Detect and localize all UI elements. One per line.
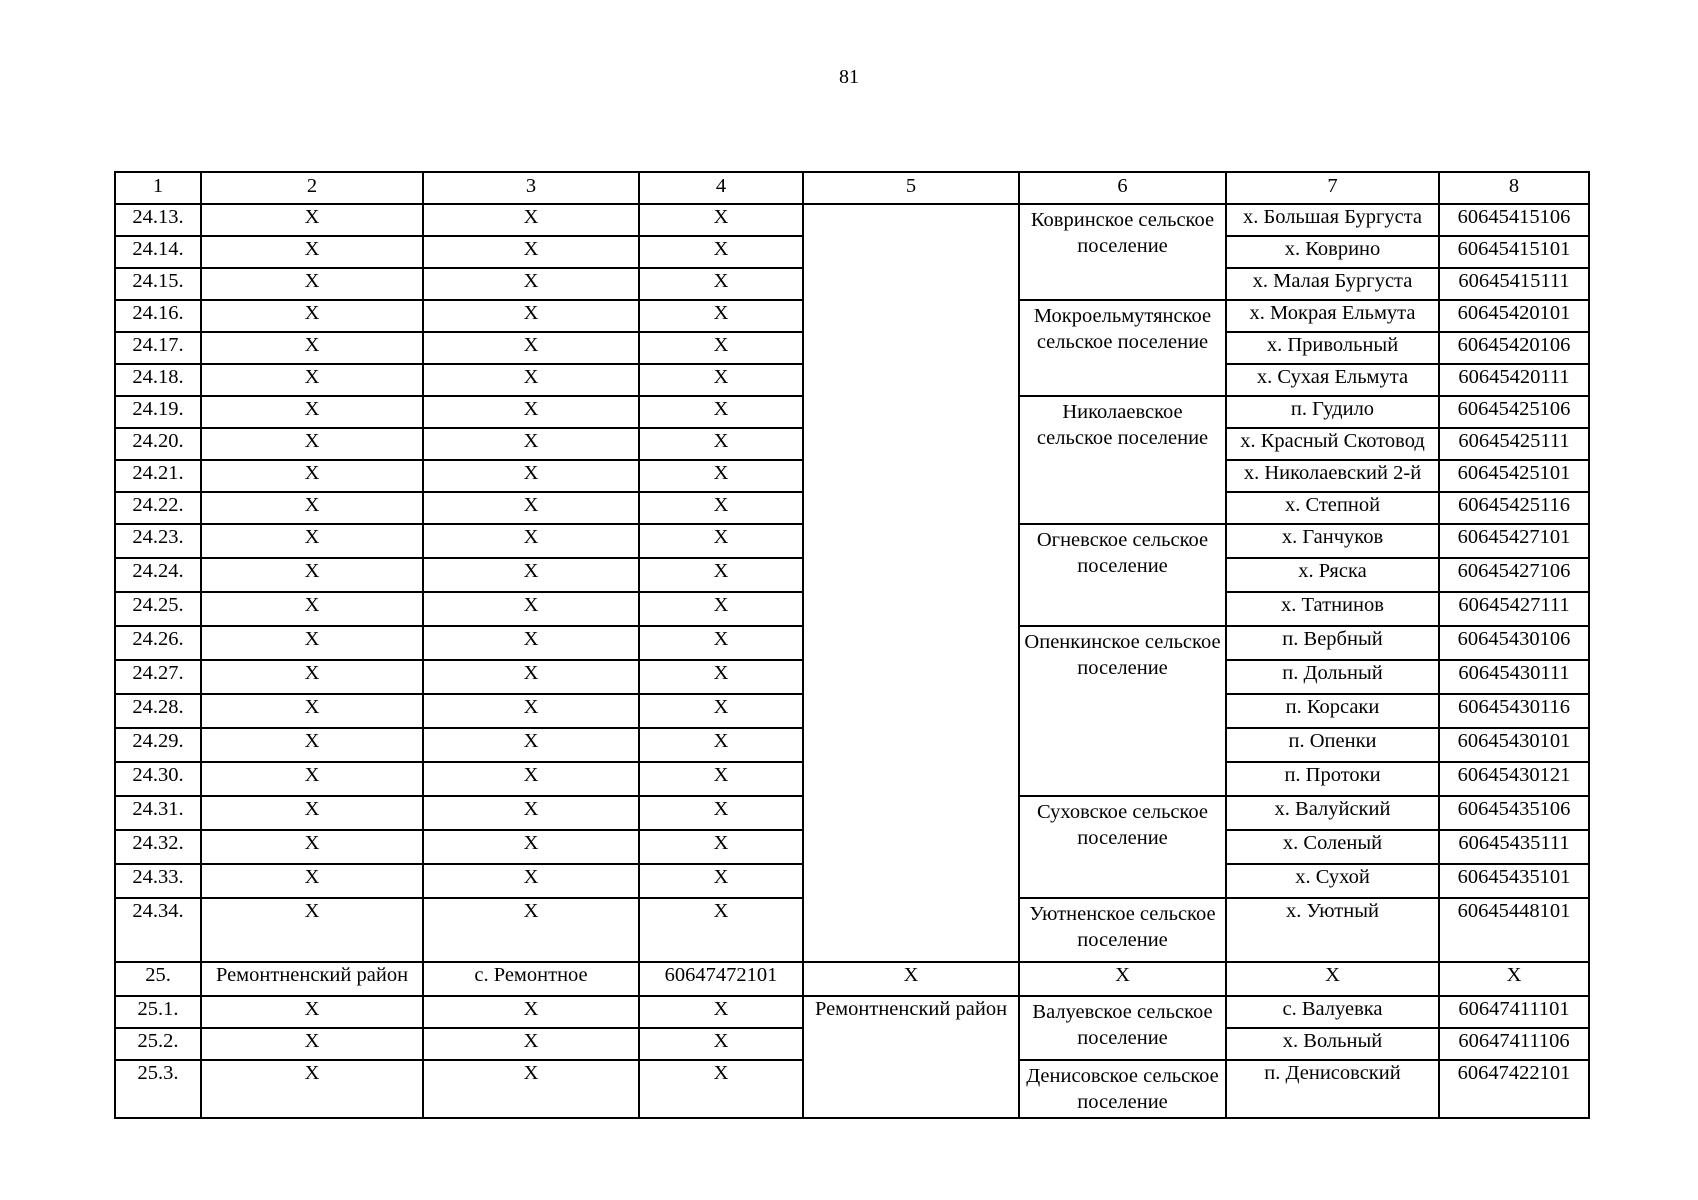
mark-cell: X — [423, 830, 639, 864]
mark-cell: X — [639, 236, 803, 268]
code-cell: 60645430101 — [1439, 728, 1589, 762]
mark-cell: X — [201, 236, 423, 268]
mark-cell: X — [423, 762, 639, 796]
mark-cell: X — [423, 236, 639, 268]
mark-cell: X — [423, 524, 639, 558]
code-cell: 60647472101 — [639, 962, 803, 996]
mark-cell: X — [639, 332, 803, 364]
mark-cell: X — [639, 830, 803, 864]
code-cell: 60645420111 — [1439, 364, 1589, 396]
mark-cell: X — [201, 558, 423, 592]
locality-cell: с. Валуевка — [1226, 996, 1439, 1028]
settlement-cell: Суховское сельское поселение — [1019, 796, 1226, 898]
mark-cell: X — [639, 592, 803, 626]
mark-cell: X — [423, 364, 639, 396]
district-center: с. Ремонтное — [423, 962, 639, 996]
row-number: 24.27. — [115, 660, 201, 694]
mark-cell: X — [423, 898, 639, 962]
mark-cell: X — [639, 492, 803, 524]
code-cell: 60645415106 — [1439, 204, 1589, 236]
header-cell: 6 — [1019, 172, 1226, 204]
mark-cell: X — [639, 1028, 803, 1060]
locality-cell: п. Протоки — [1226, 762, 1439, 796]
mark-cell: X — [201, 592, 423, 626]
mark-cell: X — [423, 796, 639, 830]
code-cell: 60645430106 — [1439, 626, 1589, 660]
settlement-cell: Николаевское сельское поселение — [1019, 396, 1226, 524]
code-cell: 60645420106 — [1439, 332, 1589, 364]
mark-cell: X — [201, 300, 423, 332]
row-number: 24.14. — [115, 236, 201, 268]
settlement-cell: Огневское сельское поселение — [1019, 524, 1226, 626]
mark-cell: X — [639, 204, 803, 236]
code-cell: 60647411101 — [1439, 996, 1589, 1028]
row-number: 24.13. — [115, 204, 201, 236]
mark-cell: X — [639, 694, 803, 728]
mark-cell: X — [639, 796, 803, 830]
table-row — [115, 204, 1589, 236]
row-number: 24.23. — [115, 524, 201, 558]
district-cell: Ремонтненский район — [803, 996, 1019, 1118]
page-number: 81 — [839, 66, 859, 88]
mark-cell: X — [639, 660, 803, 694]
mark-cell: X — [639, 268, 803, 300]
settlement-cell: Опенкинское сельское поселение — [1019, 626, 1226, 796]
code-cell: 60645425106 — [1439, 396, 1589, 428]
mark-cell: X — [201, 898, 423, 962]
row-number: 25. — [115, 962, 201, 996]
header-cell: 8 — [1439, 172, 1589, 204]
code-cell: 60645425116 — [1439, 492, 1589, 524]
code-cell: 60645430116 — [1439, 694, 1589, 728]
code-cell: 60647411106 — [1439, 1028, 1589, 1060]
mark-cell: X — [639, 460, 803, 492]
header-cell: 2 — [201, 172, 423, 204]
row-number: 24.15. — [115, 268, 201, 300]
mark-cell: X — [639, 300, 803, 332]
mark-cell: X — [201, 728, 423, 762]
locality-cell: х. Николаевский 2-й — [1226, 460, 1439, 492]
mark-cell: X — [639, 864, 803, 898]
registry-table — [114, 171, 1590, 1119]
mark-cell: X — [201, 396, 423, 428]
row-number: 24.31. — [115, 796, 201, 830]
settlement-cell: Денисовское сельское поселение — [1019, 1060, 1226, 1118]
row-number: 24.30. — [115, 762, 201, 796]
mark-cell: X — [423, 728, 639, 762]
row-number: 24.26. — [115, 626, 201, 660]
mark-cell: X — [423, 332, 639, 364]
mark-cell: X — [201, 204, 423, 236]
mark-cell: X — [201, 626, 423, 660]
mark-cell: X — [1019, 962, 1226, 996]
row-number: 24.16. — [115, 300, 201, 332]
row-number: 24.28. — [115, 694, 201, 728]
mark-cell: X — [639, 524, 803, 558]
mark-cell: X — [803, 962, 1019, 996]
code-cell: 60645415101 — [1439, 236, 1589, 268]
locality-cell: х. Соленый — [1226, 830, 1439, 864]
locality-cell: х. Большая Бургуста — [1226, 204, 1439, 236]
header-cell: 5 — [803, 172, 1019, 204]
mark-cell: X — [423, 592, 639, 626]
row-number: 24.17. — [115, 332, 201, 364]
code-cell: 60645425111 — [1439, 428, 1589, 460]
locality-cell: х. Ряска — [1226, 558, 1439, 592]
row-number: 24.34. — [115, 898, 201, 962]
code-cell: 60645430111 — [1439, 660, 1589, 694]
settlement-cell: Ковринское сельское поселение — [1019, 204, 1226, 300]
row-number: 24.21. — [115, 460, 201, 492]
mark-cell: X — [639, 996, 803, 1028]
settlement-cell: Уютненское сельское поселение — [1019, 898, 1226, 962]
mark-cell: X — [201, 524, 423, 558]
mark-cell: X — [1439, 962, 1589, 996]
district-row — [115, 962, 1589, 996]
mark-cell: X — [639, 396, 803, 428]
mark-cell: X — [639, 762, 803, 796]
code-cell: 60645427111 — [1439, 592, 1589, 626]
locality-cell: х. Красный Скотовод — [1226, 428, 1439, 460]
header-cell: 3 — [423, 172, 639, 204]
mark-cell: X — [639, 626, 803, 660]
mark-cell: X — [201, 1060, 423, 1118]
mark-cell: X — [639, 364, 803, 396]
mark-cell: X — [1226, 962, 1439, 996]
mark-cell: X — [423, 996, 639, 1028]
mark-cell: X — [639, 898, 803, 962]
locality-cell: п. Гудило — [1226, 396, 1439, 428]
settlement-cell: Валуевское сельское поселение — [1019, 996, 1226, 1060]
mark-cell: X — [201, 996, 423, 1028]
mark-cell: X — [639, 558, 803, 592]
mark-cell: X — [423, 492, 639, 524]
row-number: 24.19. — [115, 396, 201, 428]
mark-cell: X — [423, 864, 639, 898]
code-cell: 60645430121 — [1439, 762, 1589, 796]
mark-cell: X — [201, 796, 423, 830]
header-cell: 1 — [115, 172, 201, 204]
mark-cell: X — [201, 268, 423, 300]
locality-cell: х. Уютный — [1226, 898, 1439, 962]
header-row — [115, 172, 1589, 204]
mark-cell: X — [201, 762, 423, 796]
code-cell: 60645415111 — [1439, 268, 1589, 300]
locality-cell: п. Опенки — [1226, 728, 1439, 762]
locality-cell: х. Ганчуков — [1226, 524, 1439, 558]
row-number: 24.20. — [115, 428, 201, 460]
locality-cell: п. Денисовский — [1226, 1060, 1439, 1118]
locality-cell: х. Привольный — [1226, 332, 1439, 364]
locality-cell: х. Мокрая Ельмута — [1226, 300, 1439, 332]
mark-cell: X — [423, 268, 639, 300]
row-number: 24.22. — [115, 492, 201, 524]
mark-cell: X — [201, 364, 423, 396]
mark-cell: X — [423, 660, 639, 694]
mark-cell: X — [423, 300, 639, 332]
mark-cell: X — [423, 428, 639, 460]
locality-cell: х. Валуйский — [1226, 796, 1439, 830]
table-row — [115, 996, 1589, 1028]
district-name: Ремонтненский район — [201, 962, 423, 996]
mark-cell: X — [423, 626, 639, 660]
code-cell: 60645435111 — [1439, 830, 1589, 864]
mark-cell: X — [639, 1060, 803, 1118]
row-number: 25.2. — [115, 1028, 201, 1060]
row-number: 25.1. — [115, 996, 201, 1028]
settlement-cell: Мокроельмутянское сельское поселение — [1019, 300, 1226, 396]
locality-cell: п. Вербный — [1226, 626, 1439, 660]
mark-cell: X — [201, 492, 423, 524]
code-cell: 60645448101 — [1439, 898, 1589, 962]
row-number: 24.18. — [115, 364, 201, 396]
mark-cell: X — [201, 1028, 423, 1060]
row-number: 24.24. — [115, 558, 201, 592]
locality-cell: х. Вольный — [1226, 1028, 1439, 1060]
header-cell: 4 — [639, 172, 803, 204]
district-cell-empty — [803, 204, 1019, 962]
mark-cell: X — [201, 660, 423, 694]
mark-cell: X — [201, 830, 423, 864]
header-cell: 7 — [1226, 172, 1439, 204]
code-cell: 60645427101 — [1439, 524, 1589, 558]
mark-cell: X — [423, 204, 639, 236]
mark-cell: X — [201, 694, 423, 728]
mark-cell: X — [201, 332, 423, 364]
mark-cell: X — [201, 864, 423, 898]
mark-cell: X — [639, 728, 803, 762]
code-cell: 60645427106 — [1439, 558, 1589, 592]
locality-cell: х. Малая Бургуста — [1226, 268, 1439, 300]
code-cell: 60645420101 — [1439, 300, 1589, 332]
mark-cell: X — [423, 1060, 639, 1118]
mark-cell: X — [201, 460, 423, 492]
locality-cell: х. Татнинов — [1226, 592, 1439, 626]
code-cell: 60645425101 — [1439, 460, 1589, 492]
mark-cell: X — [423, 396, 639, 428]
mark-cell: X — [639, 428, 803, 460]
locality-cell: х. Сухая Ельмута — [1226, 364, 1439, 396]
mark-cell: X — [423, 694, 639, 728]
locality-cell: х. Сухой — [1226, 864, 1439, 898]
row-number: 24.29. — [115, 728, 201, 762]
row-number: 24.33. — [115, 864, 201, 898]
row-number: 24.32. — [115, 830, 201, 864]
mark-cell: X — [423, 1028, 639, 1060]
mark-cell: X — [201, 428, 423, 460]
code-cell: 60647422101 — [1439, 1060, 1589, 1118]
locality-cell: п. Дольный — [1226, 660, 1439, 694]
locality-cell: п. Корсаки — [1226, 694, 1439, 728]
code-cell: 60645435101 — [1439, 864, 1589, 898]
locality-cell: х. Степной — [1226, 492, 1439, 524]
row-number: 24.25. — [115, 592, 201, 626]
mark-cell: X — [423, 558, 639, 592]
mark-cell: X — [423, 460, 639, 492]
code-cell: 60645435106 — [1439, 796, 1589, 830]
locality-cell: х. Коврино — [1226, 236, 1439, 268]
row-number: 25.3. — [115, 1060, 201, 1118]
